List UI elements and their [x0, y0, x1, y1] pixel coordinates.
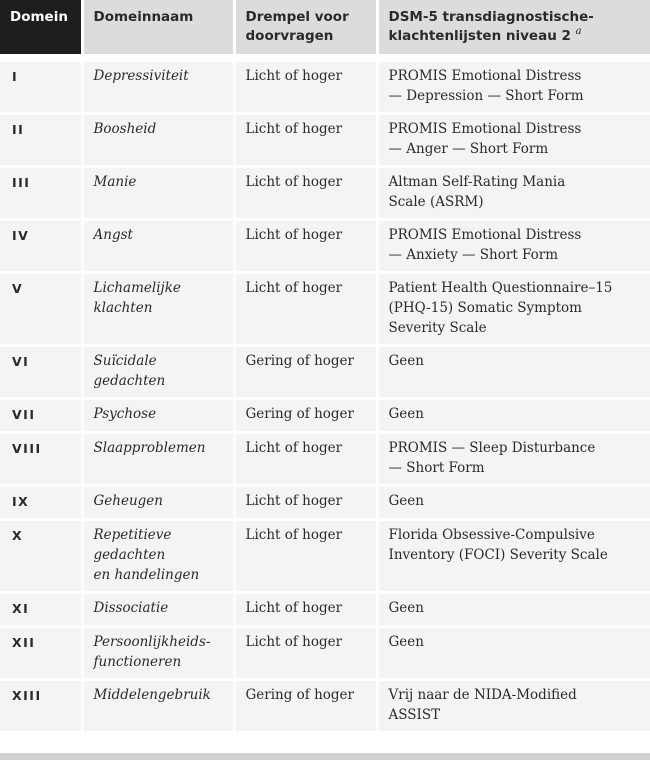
dsm-questionnaire-line: Vrij naar de NIDA-Modified: [388, 687, 577, 703]
threshold: Gering of hoger: [234, 346, 377, 399]
domain-name-line: Manie: [93, 174, 137, 190]
domain-name-line: Boosheid: [93, 121, 157, 137]
domain-numeral: X: [0, 520, 82, 593]
table-row: [0, 593, 650, 627]
dsm-questionnaire-line: Altman Self-Rating Mania: [388, 174, 566, 190]
table-row: [0, 273, 650, 346]
domain-name-line: Slaapproblemen: [93, 440, 206, 456]
domain-name-line: Middelengebruik: [93, 687, 211, 703]
threshold: Licht of hoger: [234, 627, 377, 680]
dsm-questionnaire: [377, 58, 650, 114]
domain-numeral: V: [0, 273, 82, 346]
domain-numeral: II: [0, 114, 82, 167]
threshold: Licht of hoger: [234, 273, 377, 346]
table-bottom-rule: [0, 753, 650, 760]
threshold: Licht of hoger: [234, 167, 377, 220]
dsm-questionnaire: [377, 220, 650, 273]
dsm-questionnaire: [377, 114, 650, 167]
domain-name-line: gedachten: [93, 547, 166, 563]
domain-name-line: Lichamelijke: [93, 280, 181, 296]
table-row: [0, 346, 650, 399]
dsm-questionnaire-line: — Short Form: [388, 460, 485, 476]
header-threshold-line1: Drempel voor: [245, 9, 349, 25]
footnote-marker: a: [575, 26, 582, 37]
threshold: Gering of hoger: [234, 399, 377, 433]
header-row: [0, 0, 650, 58]
dsm-questionnaire: [377, 520, 650, 593]
header-dsm-line1: DSM-5 transdiagnostische-: [388, 9, 594, 25]
dsm-questionnaire-line: — Anger — Short Form: [388, 141, 549, 157]
domain-name-line: Persoonlijkheids-: [93, 634, 211, 650]
domain-name: [82, 346, 234, 399]
domain-name-line: Depressiviteit: [93, 68, 189, 84]
domain-name: [82, 486, 234, 520]
domain-numeral: I: [0, 58, 82, 114]
dsm-questionnaire: [377, 486, 650, 520]
threshold: Licht of hoger: [234, 520, 377, 593]
domain-name: [82, 399, 234, 433]
domain-name: [82, 520, 234, 593]
header-domain: Domein: [0, 0, 82, 58]
domain-numeral: VII: [0, 399, 82, 433]
domain-name: [82, 680, 234, 733]
domain-name: [82, 167, 234, 220]
domain-numeral: XII: [0, 627, 82, 680]
domain-name-line: Geheugen: [93, 493, 163, 509]
dsm-questionnaire-line: (PHQ-15) Somatic Symptom: [388, 300, 582, 316]
domain-name-line: klachten: [93, 300, 153, 316]
dsm-questionnaire: [377, 399, 650, 433]
dsm-questionnaire-line: Geen: [388, 600, 424, 616]
dsm-questionnaire-line: PROMIS Emotional Distress: [388, 121, 582, 137]
domain-name: [82, 114, 234, 167]
domain-name: [82, 220, 234, 273]
domain-name-line: Dissociatie: [93, 600, 169, 616]
header-dsm-line2: klachtenlijsten niveau 2: [388, 28, 571, 44]
dsm-questionnaire: [377, 627, 650, 680]
table-header: [0, 0, 650, 58]
domain-numeral: III: [0, 167, 82, 220]
domain-name-line: Angst: [93, 227, 133, 243]
table-row: [0, 114, 650, 167]
domain-name-line: en handelingen: [93, 567, 200, 583]
dsm-questionnaire-line: — Anxiety — Short Form: [388, 247, 559, 263]
header-threshold-line2: doorvragen: [245, 28, 334, 44]
dsm-questionnaire-line: Geen: [388, 493, 424, 509]
table-row: [0, 627, 650, 680]
domain-name: [82, 627, 234, 680]
domain-name: [82, 273, 234, 346]
domain-name-line: functioneren: [93, 654, 182, 670]
domain-numeral: VIII: [0, 433, 82, 486]
table-row: [0, 220, 650, 273]
threshold: Licht of hoger: [234, 486, 377, 520]
table-row: [0, 520, 650, 593]
threshold: Licht of hoger: [234, 114, 377, 167]
domain-numeral: XI: [0, 593, 82, 627]
header-dsm-questionnaires: [377, 0, 650, 58]
dsm-questionnaire: [377, 433, 650, 486]
threshold: Licht of hoger: [234, 593, 377, 627]
table-row: [0, 433, 650, 486]
domain-name: [82, 58, 234, 114]
threshold: Gering of hoger: [234, 680, 377, 733]
dsm-questionnaire-line: — Depression — Short Form: [388, 88, 584, 104]
dsm-questionnaire-line: PROMIS Emotional Distress: [388, 227, 582, 243]
domain-name: [82, 593, 234, 627]
dsm-questionnaire-line: Patient Health Questionnaire–15: [388, 280, 613, 296]
header-threshold: [234, 0, 377, 58]
domain-name-line: Psychose: [93, 406, 157, 422]
domain-name-line: gedachten: [93, 373, 166, 389]
dsm-questionnaire-line: PROMIS — Sleep Disturbance: [388, 440, 596, 456]
threshold: Licht of hoger: [234, 220, 377, 273]
table-row: [0, 680, 650, 733]
dsm-questionnaire-line: Severity Scale: [388, 320, 487, 336]
dsm-questionnaire-line: Inventory (FOCI) Severity Scale: [388, 547, 608, 563]
domain-name-line: Suïcidale: [93, 353, 157, 369]
domain-name-line: Repetitieve: [93, 527, 172, 543]
dsm-questionnaire: [377, 167, 650, 220]
domain-numeral: VI: [0, 346, 82, 399]
dsm-questionnaire: [377, 273, 650, 346]
header-domain-name: Domeinnaam: [82, 0, 234, 58]
dsm-questionnaire-line: Florida Obsessive-Compulsive: [388, 527, 595, 543]
dsm-questionnaire-line: Geen: [388, 406, 424, 422]
dsm-questionnaire-line: Geen: [388, 634, 424, 650]
table-row: [0, 399, 650, 433]
table-row: [0, 486, 650, 520]
domain-numeral: IV: [0, 220, 82, 273]
domain-numeral: XIII: [0, 680, 82, 733]
dsm-questionnaire-line: Geen: [388, 353, 424, 369]
threshold: Licht of hoger: [234, 433, 377, 486]
threshold: Licht of hoger: [234, 58, 377, 114]
dsm-questionnaire-line: PROMIS Emotional Distress: [388, 68, 582, 84]
dsm-questionnaire-line: ASSIST: [388, 707, 441, 723]
dsm-questionnaire: [377, 593, 650, 627]
dsm-questionnaire: [377, 680, 650, 733]
domain-numeral: IX: [0, 486, 82, 520]
table-row: [0, 58, 650, 114]
table-body: [0, 58, 650, 733]
table-row: [0, 167, 650, 220]
dsm-questionnaire: [377, 346, 650, 399]
domain-name: [82, 433, 234, 486]
dsm-questionnaire-line: Scale (ASRM): [388, 194, 484, 210]
